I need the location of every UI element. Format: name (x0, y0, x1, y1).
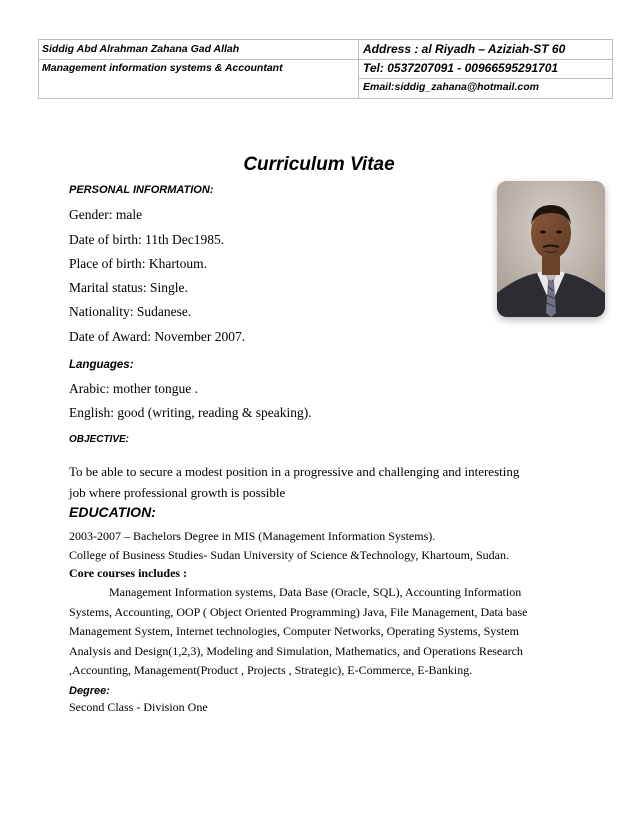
header-row-address (358, 40, 612, 60)
arabic-line: Arabic: mother tongue . (69, 381, 198, 396)
degree-line: 2003-2007 – Bachelors Degree in MIS (Management Information Systems). (69, 529, 436, 543)
nationality-line: Nationality: Sudanese. (69, 304, 192, 319)
courses-line-1: Management Information systems, Data Base (Oracle, SQL), Accounting Information (109, 585, 522, 599)
objective-paragraph (69, 461, 519, 503)
personal-info-heading: PERSONAL INFORMATION: (69, 184, 214, 196)
header-row-name (39, 40, 358, 60)
header-row-role (39, 59, 358, 78)
english-line: English: good (writing, reading & speaking). (69, 405, 312, 420)
core-courses-paragraph (69, 583, 527, 681)
marital-line: Marital status: Single. (69, 280, 188, 295)
header-row-tel (358, 59, 612, 79)
email-text: Email:siddig_zahana@hotmail.com (363, 81, 539, 93)
contact-header-table (38, 39, 613, 99)
degree-value: Second Class - Division One (69, 700, 208, 714)
award-line: Date of Award: November 2007. (69, 329, 246, 344)
courses-line-5: ,Accounting, Management(Product , Projects , Strategic), E-Commerce, E-Banking. (69, 663, 473, 677)
address-text: Address : al Riyadh – Aziziah-ST 60 (363, 42, 566, 56)
courses-line-4: Analysis and Design(1,2,3), Modeling and Simulation, Mathematics, and Operations Research (69, 643, 523, 658)
education-heading: EDUCATION: (69, 504, 156, 520)
degree-heading: Degree: (69, 685, 110, 697)
portrait-illustration (497, 181, 605, 317)
applicant-name: Siddig Abd Alrahman Zahana Gad Allah (42, 43, 240, 55)
profile-photo (497, 181, 605, 317)
dob-line: Date of birth: 11th Dec1985. (69, 232, 225, 247)
tel-text: Tel: 0537207091 - 00966595291701 (363, 61, 559, 75)
header-row-email (358, 78, 612, 97)
header-right-cell (358, 40, 612, 98)
core-courses-label: Core courses includes : (69, 566, 188, 580)
document-title: Curriculum Vitae (243, 154, 395, 175)
applicant-role: Management information systems & Accountant (42, 62, 283, 74)
gender-line: Gender: male (69, 207, 143, 222)
objective-line-2: job where professional growth is possible (69, 485, 286, 500)
courses-line-3: Management System, Internet technologies, Computer Networks, Operating Systems, System (69, 624, 519, 638)
objective-heading: OBJECTIVE: (69, 434, 130, 445)
college-line: College of Business Studies- Sudan University of Science &Technology, Khartoum, Sudan. (69, 548, 509, 562)
courses-line-2: Systems, Accounting, OOP ( Object Oriented Programming) Java, File Management, Data base (69, 604, 528, 619)
objective-line-1: To be able to secure a modest position in a progressive and challenging and interesting (69, 464, 520, 479)
header-left-cell (39, 40, 359, 98)
languages-heading: Languages: (69, 359, 134, 371)
pob-line: Place of birth: Khartoum. (69, 256, 207, 271)
